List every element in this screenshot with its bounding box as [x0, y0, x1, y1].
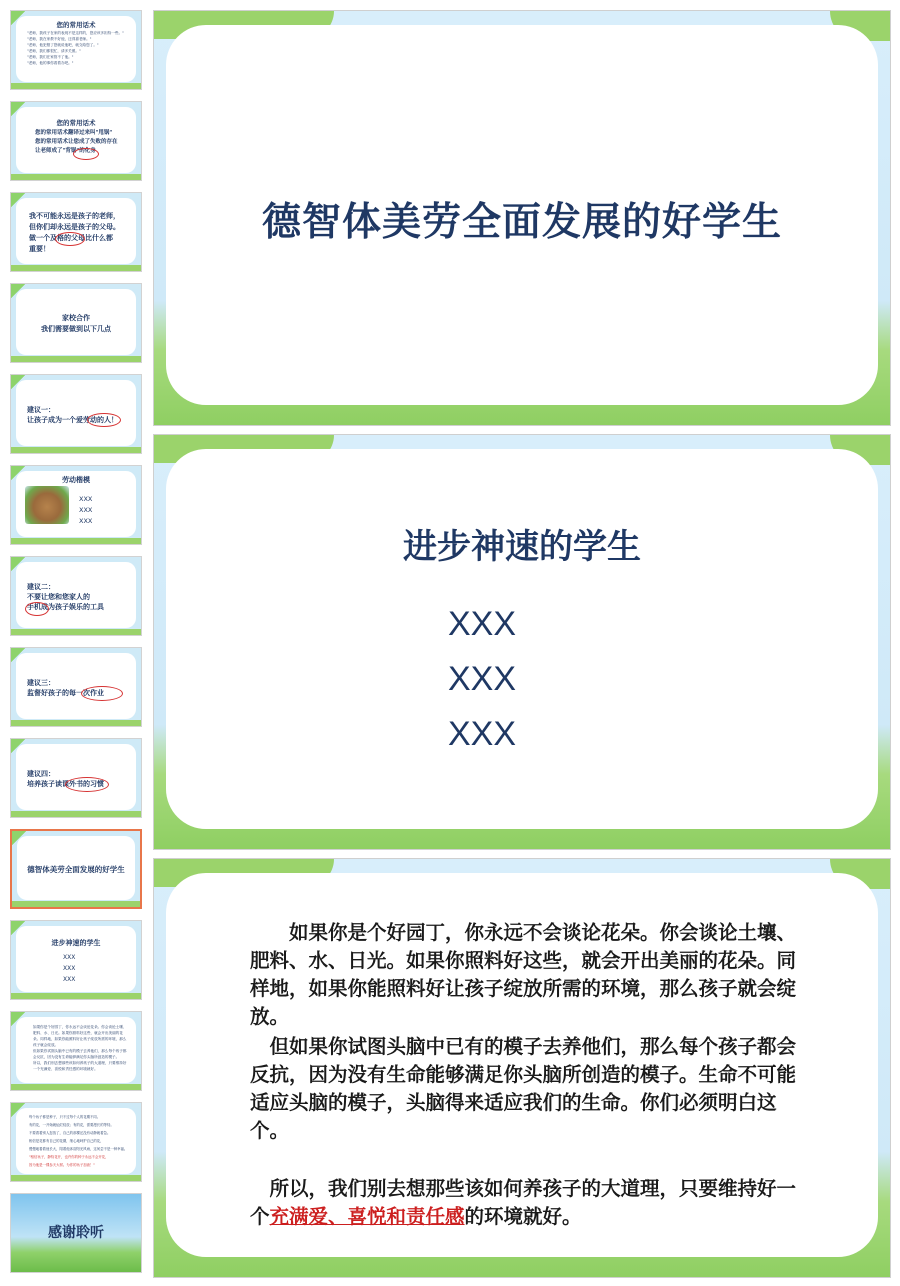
slide-thumbnail-13[interactable] [10, 1102, 142, 1182]
thumbnail-grass [11, 720, 141, 726]
thumbnail-title: 德智体美劳全面发展的好学生 [27, 865, 125, 874]
paragraph-2: 但如果你试图头脑中已有的模子去养他们，那么每个孩子都会反抗，因为没有生命能够满足你头脑所创造的模子。生命不可能适应头脑的模子，头脑得来适应我们的生命。你们必须明白这个。 [250, 1035, 797, 1142]
thumbnail-text: 您的常用话术翻译过来叫"甩锅" 您的常用话术让您成了失败的存在 让老师成了"背锅"的化身 [35, 130, 118, 154]
annotation-oval [55, 232, 85, 246]
thumbnail-text: "老师，我孩子在家的表现不是这样的，您应该多担待一些。" "老师，我在家教不好他，还得靠老师。" "老师，他犯错了您就说他吧，就交给您了。" "老师，我们都很忙，请多关照。" "老师，我们在家管不了他。" "老师，他的事你看着办吧。" [27, 31, 124, 65]
thumbnail-grass [11, 993, 141, 999]
highlight-text: 充满爱、喜悦和责任感 [269, 1205, 465, 1228]
slide-content-card [166, 25, 878, 405]
thumbnail-title: 您的常用话术 [56, 21, 96, 29]
slide-main-1 [153, 10, 891, 426]
slide-thumbnail-5[interactable] [10, 374, 142, 454]
thumbnail-items: XXX XXX XXX [63, 954, 76, 983]
thumbnail-text: 家校合作 我们需要做到以下几点 [41, 314, 111, 333]
thumbnail-text: 如果你是个好园丁，你永远不会谈论花朵。你会谈论土壤、肥料、水、日光。如果你照料好这些，就会开出美丽的花朵。同样地，如果你能照料好让孩子绽放所需的环境，那么孩子就会绽放。 但如果你试图头脑中已有的模子去养他们，那么每个孩子都会反抗，因为没有生命能够满足你头脑所创造的模子。 所以，我们别去想那些该如何养孩子的大道理，只要维持好一个充满爱、喜悦和责任感的环境就好。 [33, 1025, 127, 1071]
bear-photo [25, 486, 69, 524]
thumbnail-items: XXX XXX XXX [79, 495, 93, 525]
thumbnail-grass [11, 538, 141, 544]
thumbnail-text: 我不可能永远是孩子的老师， 但你们却永远是孩子的父母。 做一个及格的父母比什么都 重要！ [29, 212, 120, 253]
annotation-oval [65, 777, 109, 792]
thumbnail-text: 建议四： 培养孩子读课外书的习惯 [27, 770, 104, 788]
slide-thumbnail-8[interactable] [10, 647, 142, 727]
slide-main-2 [153, 434, 891, 850]
slide-main-3 [153, 858, 891, 1278]
slide-thumbnail-panel [0, 0, 150, 1286]
thumbnail-grass [11, 447, 141, 453]
thumbnail-grass [11, 356, 141, 362]
slide-thumbnail-2[interactable] [10, 101, 142, 181]
slide-thumbnail-6[interactable] [10, 465, 142, 545]
paragraph-1: 如果你是个好园丁，你永远不会谈论花朵。你会谈论土壤、肥料、水、日光。如果你照料好这些，就会开出美丽的花朵。同样地，如果你能照料好让孩子绽放所需的环境，那么孩子就会绽放。 [250, 921, 797, 1028]
slide-title: 德智体美劳全面发展的好学生 [261, 200, 782, 245]
thumbnail-text: 建议二： 不要让您和您家人的 手机成为孩子娱乐的工具 [27, 583, 104, 611]
slide-thumbnail-9[interactable] [10, 738, 142, 818]
thumbnail-title: 劳动楷模 [62, 476, 90, 484]
thumbnail-title: 进步神速的学生 [51, 939, 101, 947]
slide-thumbnail-1[interactable] [10, 10, 142, 90]
slide-thumbnail-12[interactable] [10, 1011, 142, 1091]
slide-content-card [166, 449, 878, 829]
slide-title: 进步神速的学生 [403, 527, 641, 567]
annotation-oval [87, 413, 121, 427]
thumbnail-grass [11, 265, 141, 271]
thumbnail-text: 建议一： 让孩子成为一个爱劳动的人！ [27, 406, 118, 424]
annotation-oval [25, 602, 49, 616]
student-name: XXX [448, 605, 517, 643]
thumbnail-grass [12, 901, 140, 907]
thumbnail-grass [11, 1175, 141, 1181]
thumbnail-grass [11, 174, 141, 180]
paragraph-3: 所以，我们别去想那些该如何养孩子的大道理，只要维持好一个充满爱、喜悦和责任感的环境就好。 [250, 1177, 797, 1228]
thanks-title: 感谢聆听 [48, 1225, 104, 1241]
thumbnail-text: 每个孩子都是种子，只不过每个人的花期不同。 有的花，一开始就灿烂绽放；有的花，需要漫长的等待。 不要看着别人怒放了，自己的那棵还没有动静就着急。 相信是花都有自己的花期，细心地呵护自己的花， 慢慢地看着他长大，陪着他沐浴阳光风雨，这何尝不是一种幸福。 "相信孩子，静待花开，也许你的种子永远不会开花， 因为他是一棵参天大树。为你的孩子加油！" [29, 1115, 128, 1167]
thumbnail-grass [11, 1084, 141, 1090]
thumbnail-grass [11, 629, 141, 635]
thumbnail-grass [11, 83, 141, 89]
slide-thumbnail-4[interactable] [10, 283, 142, 363]
thumbnail-card [16, 926, 136, 992]
student-name: XXX [448, 660, 517, 698]
student-list [448, 597, 516, 762]
annotation-oval [81, 686, 123, 701]
thumbnail-text: 建议三： 监督好孩子的每一次作业 [27, 679, 104, 697]
slide-thumbnail-7[interactable] [10, 556, 142, 636]
slide-thumbnail-3[interactable] [10, 192, 142, 272]
slide-thumbnail-14[interactable] [10, 1193, 142, 1273]
thumbnail-grass [11, 811, 141, 817]
thumbnail-title: 您的常用话术 [56, 119, 96, 127]
slide-thumbnail-10[interactable] [10, 829, 142, 909]
annotation-oval [73, 148, 99, 160]
slide-thumbnail-11[interactable] [10, 920, 142, 1000]
student-name: XXX [448, 715, 517, 753]
